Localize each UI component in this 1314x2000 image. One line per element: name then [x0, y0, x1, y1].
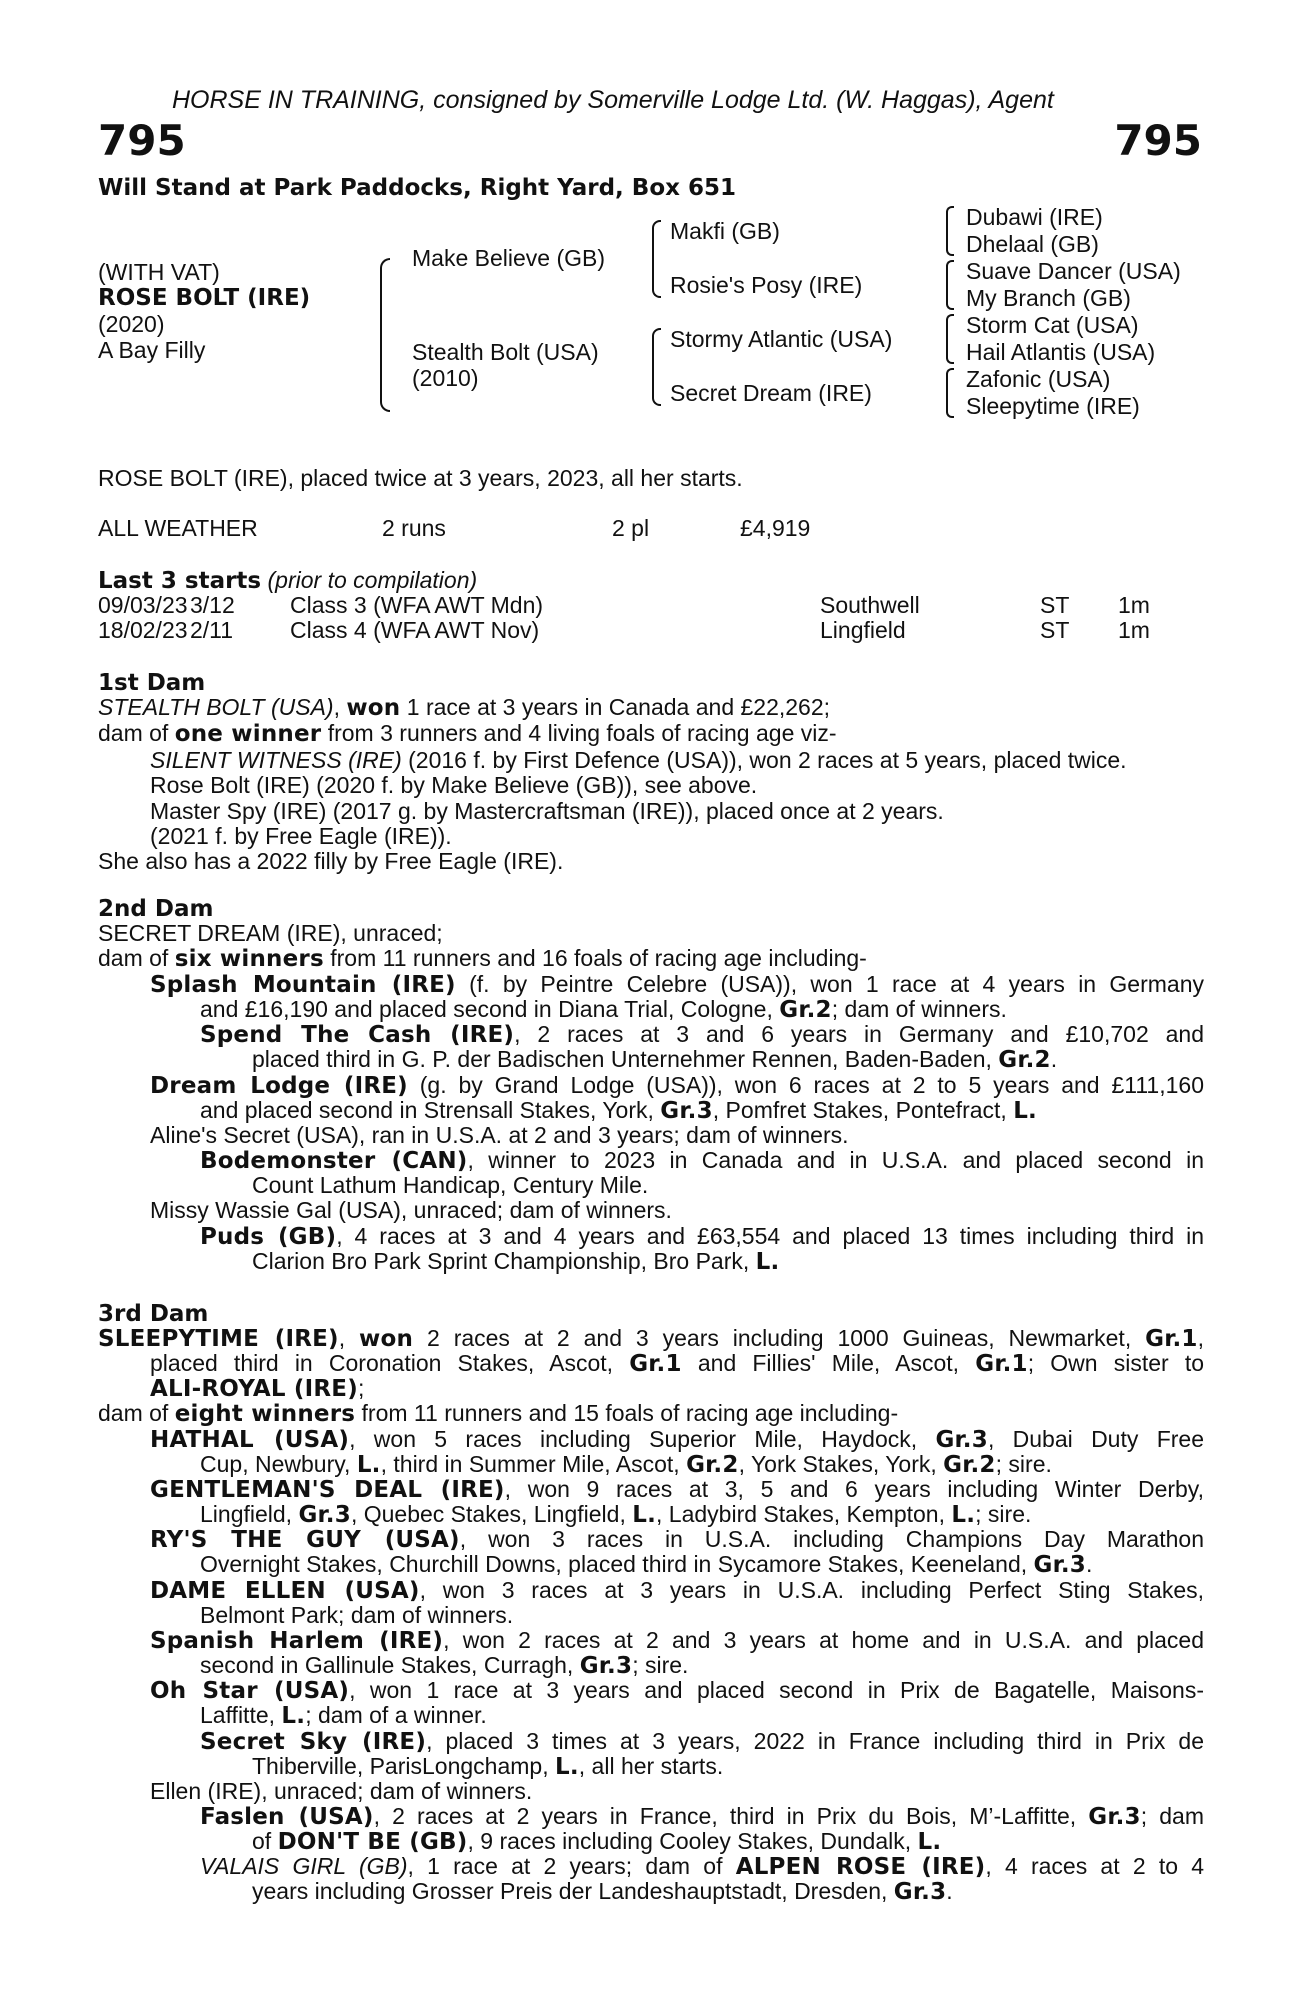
third-dam-entry: Ellen (IRE), unraced; dam of winners. [150, 1778, 533, 1804]
pedigree-brace-g56 [946, 314, 954, 364]
third-dam-entry-cont: Cup, Newbury, L., third in Summer Mile, Ascot, Gr.2, York Stakes, York, Gr.2; sire. [200, 1451, 1052, 1478]
pedigree-g5: Storm Cat (USA) [966, 312, 1139, 338]
start-race: Class 4 (WFA AWT Nov) [290, 617, 540, 644]
first-dam-line: Rose Bolt (IRE) (2020 f. by Make Believe (GB)), see above. [150, 772, 758, 799]
pedigree-dam-dam: Secret Dream (IRE) [670, 380, 872, 406]
start-going: ST [1040, 617, 1070, 644]
record-earnings: £4,919 [740, 515, 811, 541]
start-course: Lingfield [820, 617, 906, 644]
pedigree-brace-g34 [946, 260, 954, 310]
pedigree-brace-main [380, 258, 390, 412]
section-first-dam: 1st Dam [98, 670, 206, 696]
pedigree-g2: Dhelaal (GB) [966, 231, 1099, 257]
first-dam-line: SILENT WITNESS (IRE) (2016 f. by First Defence (USA)), won 2 races at 5 years, placed twice. [150, 746, 1127, 773]
start-course: Southwell [820, 592, 920, 618]
last-starts-title: Last 3 starts [98, 568, 262, 594]
pedigree-brace-sire [652, 220, 661, 298]
second-dam-entry-cont: Count Lathum Handicap, Century Mile. [252, 1172, 649, 1198]
third-dam-entry: Secret Sky (IRE), placed 3 times at 3 years, 2022 in France including third in Prix de [200, 1728, 1205, 1755]
second-dam-intro [98, 921, 867, 973]
start-pos: 3/12 [190, 592, 235, 618]
start-date: 09/03/23 [98, 592, 188, 618]
lot-number-right: 795 [1114, 116, 1202, 165]
third-dam-entry: RY'S THE GUY (USA), won 3 races in U.S.A. including Champions Day Marathon [150, 1526, 1204, 1553]
pedigree-dam: Stealth Bolt (USA) [412, 339, 599, 365]
third-dam-entry-cont: Laffitte, L.; dam of a winner. [200, 1702, 487, 1729]
third-dam-entry-cont: of DON'T BE (GB), 9 races including Cooley Stakes, Dundalk, L. [252, 1828, 942, 1855]
third-dam-entry-cont: years including Grosser Preis der Landeshauptstadt, Dresden, Gr.3. [252, 1878, 953, 1905]
pedigree-g4: My Branch (GB) [966, 285, 1131, 311]
last-starts-heading [98, 568, 477, 594]
pedigree-brace-g12 [946, 206, 954, 256]
horse-description: A Bay Filly [98, 337, 206, 363]
second-dam-entry: Bodemonster (CAN), winner to 2023 in Canada and in U.S.A. and placed second in [200, 1147, 1204, 1174]
third-dam-entry: GENTLEMAN'S DEAL (IRE), won 9 races at 3, 5 and 6 years including Winter Derby, [150, 1476, 1204, 1503]
vat-note: (WITH VAT) [98, 259, 220, 285]
start-dist: 1m [1118, 592, 1150, 618]
pedigree-g7: Zafonic (USA) [966, 366, 1111, 392]
third-dam-entry: Oh Star (USA), won 1 race at 3 years and placed second in Prix de Bagatelle, Maisons- [150, 1677, 1205, 1704]
second-dam-entry: Dream Lodge (IRE) (g. by Grand Lodge (USA)), won 6 races at 2 to 5 years and £111,160 [150, 1072, 1204, 1099]
third-dam-entry: SLEEPYTIME (IRE), won 2 races at 2 and 3 years including 1000 Guineas, Newmarket, Gr.1, [98, 1325, 1204, 1352]
third-dam-entry-cont: Thiberville, ParisLongchamp, L., all her starts. [252, 1753, 724, 1780]
first-dam-line: STEALTH BOLT (USA), won 1 race at 3 years in Canada and £22,262; [98, 694, 831, 721]
third-dam-entry: DAME ELLEN (USA), won 3 races at 3 years in U.S.A. including Perfect Sting Stakes, [150, 1577, 1204, 1604]
second-dam-entry-cont: and £16,190 and placed second in Diana Trial, Cologne, Gr.2; dam of winners. [200, 996, 1007, 1023]
pedigree-g3: Suave Dancer (USA) [966, 258, 1181, 284]
start-pos: 2/11 [190, 617, 234, 644]
first-dam-line: (2021 f. by Free Eagle (IRE)). [150, 823, 452, 850]
third-dam-entry: Spanish Harlem (IRE), won 2 races at 2 and 3 years at home and in U.S.A. and placed [150, 1627, 1204, 1654]
second-dam-line: dam of six winners from 11 runners and 16 foals of racing age including- [98, 945, 867, 973]
last-starts-note: (prior to compilation) [267, 567, 478, 593]
third-dam-entry-cont: second in Gallinule Stakes, Curragh, Gr.3; sire. [200, 1652, 689, 1679]
first-dam-body [98, 695, 1127, 875]
start-race: Class 3 (WFA AWT Mdn) [290, 592, 544, 618]
start-dist: 1m [1118, 617, 1150, 644]
second-dam-line: SECRET DREAM (IRE), unraced; [98, 920, 443, 946]
third-dam-entry-cont: placed third in Coronation Stakes, Ascot, Gr.1 and Fillies' Mile, Ascot, Gr.1; Own sister to [150, 1350, 1204, 1377]
third-dam-entry-cont: Belmont Park; dam of winners. [200, 1602, 514, 1628]
section-second-dam: 2nd Dam [98, 896, 214, 922]
first-dam-line: dam of one winner from 3 runners and 4 living foals of racing age viz- [98, 720, 837, 748]
section-third-dam: 3rd Dam [98, 1301, 209, 1327]
race-summary: ROSE BOLT (IRE), placed twice at 3 years, 2023, all her starts. [98, 465, 743, 491]
second-dam-entry: Missy Wassie Gal (USA), unraced; dam of winners. [150, 1197, 672, 1223]
first-dam-line: She also has a 2022 filly by Free Eagle (IRE). [98, 848, 564, 875]
third-dam-entry: VALAIS GIRL (GB), 1 race at 2 years; dam of ALPEN ROSE (IRE), 4 races at 2 to 4 [200, 1853, 1205, 1880]
second-dam-entry: Puds (GB), 4 races at 3 and 4 years and £63,554 and placed 13 times including third in [200, 1223, 1204, 1250]
second-dam-entry-cont: placed third in G. P. der Badischen Unternehmer Rennen, Baden-Baden, Gr.2. [252, 1046, 1058, 1073]
third-dam-entry-cont: Overnight Stakes, Churchill Downs, placed third in Sycamore Stakes, Keeneland, Gr.3. [200, 1551, 1093, 1578]
start-date: 18/02/23 [98, 617, 188, 644]
lot-number-left: 795 [98, 116, 186, 165]
pedigree-g6: Hail Atlantis (USA) [966, 339, 1156, 365]
pedigree-g8: Sleepytime (IRE) [966, 393, 1140, 419]
record-runs: 2 runs [382, 515, 446, 541]
third-dam-entry-cont: ALI-ROYAL (IRE); [150, 1375, 365, 1402]
horse-year: (2020) [98, 311, 165, 337]
first-dam-line: Master Spy (IRE) (2017 g. by Mastercraftsman (IRE)), placed once at 2 years. [150, 797, 944, 824]
third-dam-entry: HATHAL (USA), won 5 races including Superior Mile, Haydock, Gr.3, Dubai Duty Free [150, 1426, 1204, 1453]
horse-name: ROSE BOLT (IRE) [98, 285, 311, 311]
pedigree-sire-sire: Makfi (GB) [670, 218, 780, 244]
pedigree-dam-year: (2010) [412, 365, 479, 391]
record-surface: ALL WEATHER [98, 515, 258, 541]
pedigree-sire-dam: Rosie's Posy (IRE) [670, 272, 863, 298]
second-dam-entry: Spend The Cash (IRE), 2 races at 3 and 6 years in Germany and £10,702 and [200, 1021, 1204, 1048]
second-dam-entry-cont: Clarion Bro Park Sprint Championship, Bro Park, L. [252, 1248, 780, 1275]
third-dam-entry: Faslen (USA), 2 races at 2 years in France, third in Prix du Bois, M’-Laffitte, Gr.3; dam [200, 1803, 1204, 1830]
pedigree-brace-g78 [946, 368, 954, 418]
pedigree-dam-sire: Stormy Atlantic (USA) [670, 326, 893, 352]
pedigree-g1: Dubawi (IRE) [966, 204, 1103, 230]
second-dam-entry: Aline's Secret (USA), ran in U.S.A. at 2 and 3 years; dam of winners. [150, 1122, 849, 1148]
start-going: ST [1040, 592, 1070, 618]
third-dam-entry-cont: Lingfield, Gr.3, Quebec Stakes, Lingfield, L., Ladybird Stakes, Kempton, L.; sire. [200, 1501, 1032, 1528]
pedigree-brace-dam [652, 328, 661, 406]
pedigree-sire: Make Believe (GB) [412, 245, 606, 271]
stand-location: Will Stand at Park Paddocks, Right Yard, Box 651 [98, 175, 736, 201]
second-dam-entry: Splash Mountain (IRE) (f. by Peintre Celebre (USA)), won 1 race at 4 years in Germany [150, 971, 1204, 998]
record-placed: 2 pl [612, 515, 650, 541]
third-dam-produce-line: dam of eight winners from 11 runners and 15 foals of racing age including- [98, 1400, 899, 1427]
second-dam-entry-cont: and placed second in Strensall Stakes, York, Gr.3, Pomfret Stakes, Pontefract, L. [200, 1097, 1037, 1124]
consignment-line: HORSE IN TRAINING, consigned by Somerville Lodge Ltd. (W. Haggas), Agent [172, 86, 1054, 114]
